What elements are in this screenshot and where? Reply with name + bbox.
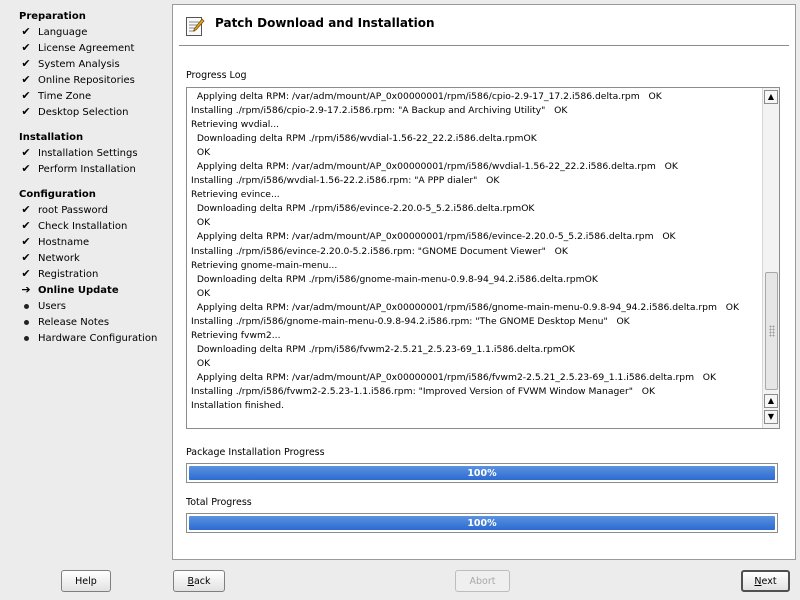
title-divider <box>179 45 789 46</box>
log-line: Installing ./rpm/i586/gnome-main-menu-0.9.8-94.2.i586.rpm: "The GNOME Desktop Menu" OK <box>191 315 630 327</box>
log-line: Retrieving evince... <box>191 189 280 201</box>
log-line: Retrieving gnome-main-menu... <box>191 259 338 271</box>
help-button[interactable]: Help <box>61 570 111 592</box>
checkmark-icon: ✔ <box>21 146 31 159</box>
scroll-down-button[interactable] <box>764 410 778 424</box>
step-installation-settings <box>19 146 138 160</box>
next-button[interactable] <box>741 570 790 592</box>
log-scrollbar[interactable] <box>762 88 779 428</box>
triangle-up-icon: ▲ <box>767 92 775 101</box>
step-label: Online Update <box>38 284 119 296</box>
bullet-icon <box>19 299 33 313</box>
log-line: Retrieving fvwm2... <box>191 329 281 341</box>
step-license-agreement <box>19 41 134 55</box>
log-line: OK <box>191 217 211 229</box>
step-system-analysis <box>19 57 120 71</box>
notepad-icon <box>185 15 205 37</box>
step-users <box>19 299 66 313</box>
log-line: Downloading delta RPM ./rpm/i586/wvdial-1.56-22_22.2.i586.delta.rpmOK <box>191 133 537 145</box>
step-label: Online Repositories <box>38 74 135 86</box>
step-hostname <box>19 235 89 249</box>
step-label: Check Installation <box>38 220 128 232</box>
next-label-rest: ext <box>761 575 777 587</box>
step-time-zone <box>19 89 91 103</box>
step-label: Hardware Configuration <box>38 332 158 344</box>
scrollbar-thumb[interactable] <box>765 272 778 390</box>
step-label: Network <box>38 252 80 264</box>
arrow-right-icon: ➔ <box>21 283 31 296</box>
log-line: Downloading delta RPM ./rpm/i586/fvwm2-2.5.21_2.5.23-69_1.1.i586.delta.rpmOK <box>191 343 575 355</box>
step-label: Installation Settings <box>38 147 138 159</box>
triangle-down-icon: ▼ <box>767 412 775 421</box>
step-online-update <box>19 283 119 297</box>
page-title: Patch Download and Installation <box>215 16 435 30</box>
checkmark-icon: ✔ <box>21 251 31 264</box>
log-line: Applying delta RPM: /var/adm/mount/AP_0x00000001/rpm/i586/gnome-main-menu-0.9.8-94_94.2.i586.delta.rpm OK <box>191 301 739 313</box>
progress-log[interactable] <box>186 87 780 429</box>
checkmark-icon: ✔ <box>21 57 31 70</box>
log-line: Retrieving wvdial... <box>191 119 280 131</box>
checkmark-icon: ✔ <box>21 219 31 232</box>
step-check-installation <box>19 219 127 233</box>
step-language <box>19 25 87 39</box>
checkmark-icon: ✔ <box>21 267 31 280</box>
checkmark-icon: ✔ <box>21 235 31 248</box>
checkmark-icon: ✔ <box>21 41 31 54</box>
step-label: Perform Installation <box>38 163 136 175</box>
step-network <box>19 251 80 265</box>
step-hardware-configuration <box>19 331 157 345</box>
step-registration <box>19 267 98 281</box>
step-label: root Password <box>38 204 108 216</box>
scroll-up-button[interactable] <box>764 90 778 104</box>
step-perform-installation <box>19 162 136 176</box>
package-progress-bar <box>186 463 778 483</box>
step-label: Desktop Selection <box>38 106 129 118</box>
log-line: Installing ./rpm/i586/cpio-2.9-17.2.i586.rpm: "A Backup and Archiving Utility" OK <box>191 105 568 117</box>
checkmark-icon: ✔ <box>21 89 31 102</box>
step-online-repositories <box>19 73 135 87</box>
log-line: Installing ./rpm/i586/evince-2.20.0-5.2.i586.rpm: "GNOME Document Viewer" OK <box>191 245 568 257</box>
step-release-notes <box>19 315 109 329</box>
total-progress-label: Total Progress <box>186 497 252 508</box>
total-progress-text: 100% <box>467 517 497 529</box>
back-mnemonic: B <box>187 575 194 587</box>
main-content-panel <box>172 4 796 560</box>
checkmark-icon: ✔ <box>21 162 31 175</box>
step-label: System Analysis <box>38 58 120 70</box>
section-title-installation: Installation <box>19 132 84 143</box>
log-line: Applying delta RPM: /var/adm/mount/AP_0x00000001/rpm/i586/wvdial-1.56-22_22.2.i586.delta.rpm OK <box>191 161 678 173</box>
log-line: Downloading delta RPM ./rpm/i586/evince-2.20.0-5_5.2.i586.delta.rpmOK <box>191 203 535 215</box>
bullet-icon <box>19 331 33 345</box>
package-progress-text: 100% <box>467 467 497 479</box>
triangle-up-icon: ▲ <box>767 396 775 405</box>
step-label: Hostname <box>38 236 90 248</box>
checkmark-icon: ✔ <box>21 105 31 118</box>
section-title-preparation: Preparation <box>19 11 86 22</box>
log-line: Installing ./rpm/i586/wvdial-1.56-22.2.i586.rpm: "A PPP dialer" OK <box>191 175 500 187</box>
log-line: Applying delta RPM: /var/adm/mount/AP_0x00000001/rpm/i586/fvwm2-2.5.21_2.5.23-69_1.1.i586.delta.rpm OK <box>191 371 717 383</box>
progress-log-label: Progress Log <box>186 70 247 81</box>
grip-icon <box>769 325 775 337</box>
log-line: Applying delta RPM: /var/adm/mount/AP_0x00000001/rpm/i586/cpio-2.9-17_17.2.i586.delta.rpm OK <box>191 91 662 102</box>
progress-log-text <box>191 90 761 426</box>
installation-steps-sidebar <box>0 0 170 560</box>
total-progress-bar <box>186 513 778 533</box>
step-label: Release Notes <box>38 316 110 328</box>
step-label: Registration <box>38 268 99 280</box>
log-line: Installation finished. <box>191 400 284 412</box>
log-line: Applying delta RPM: /var/adm/mount/AP_0x00000001/rpm/i586/evince-2.20.0-5_5.2.i586.delta.rpm OK <box>191 231 676 243</box>
log-line: Installing ./rpm/i586/fvwm2-2.5.23-1.1.i586.rpm: "Improved Version of FVWM Window Manager" OK <box>191 385 655 397</box>
package-progress-label: Package Installation Progress <box>186 447 325 458</box>
next-mnemonic: N <box>754 575 762 587</box>
step-root-password <box>19 203 108 217</box>
step-label: Time Zone <box>38 90 92 102</box>
step-label: Users <box>38 300 67 312</box>
scroll-up-button-lower[interactable] <box>764 394 778 408</box>
checkmark-icon: ✔ <box>21 25 31 38</box>
abort-button[interactable]: Abort <box>455 570 510 592</box>
step-desktop-selection <box>19 105 129 119</box>
checkmark-icon: ✔ <box>21 203 31 216</box>
step-label: Language <box>38 26 88 38</box>
log-line: OK <box>191 287 211 299</box>
step-label: License Agreement <box>38 42 135 54</box>
bullet-icon <box>19 315 33 329</box>
section-title-configuration: Configuration <box>19 189 96 200</box>
checkmark-icon: ✔ <box>21 73 31 86</box>
back-button[interactable] <box>173 570 225 592</box>
log-line: Downloading delta RPM ./rpm/i586/gnome-main-menu-0.9.8-94_94.2.i586.delta.rpmOK <box>191 273 598 285</box>
back-label-rest: ack <box>193 575 211 587</box>
log-line: OK <box>191 147 211 159</box>
log-line: OK <box>191 357 211 369</box>
